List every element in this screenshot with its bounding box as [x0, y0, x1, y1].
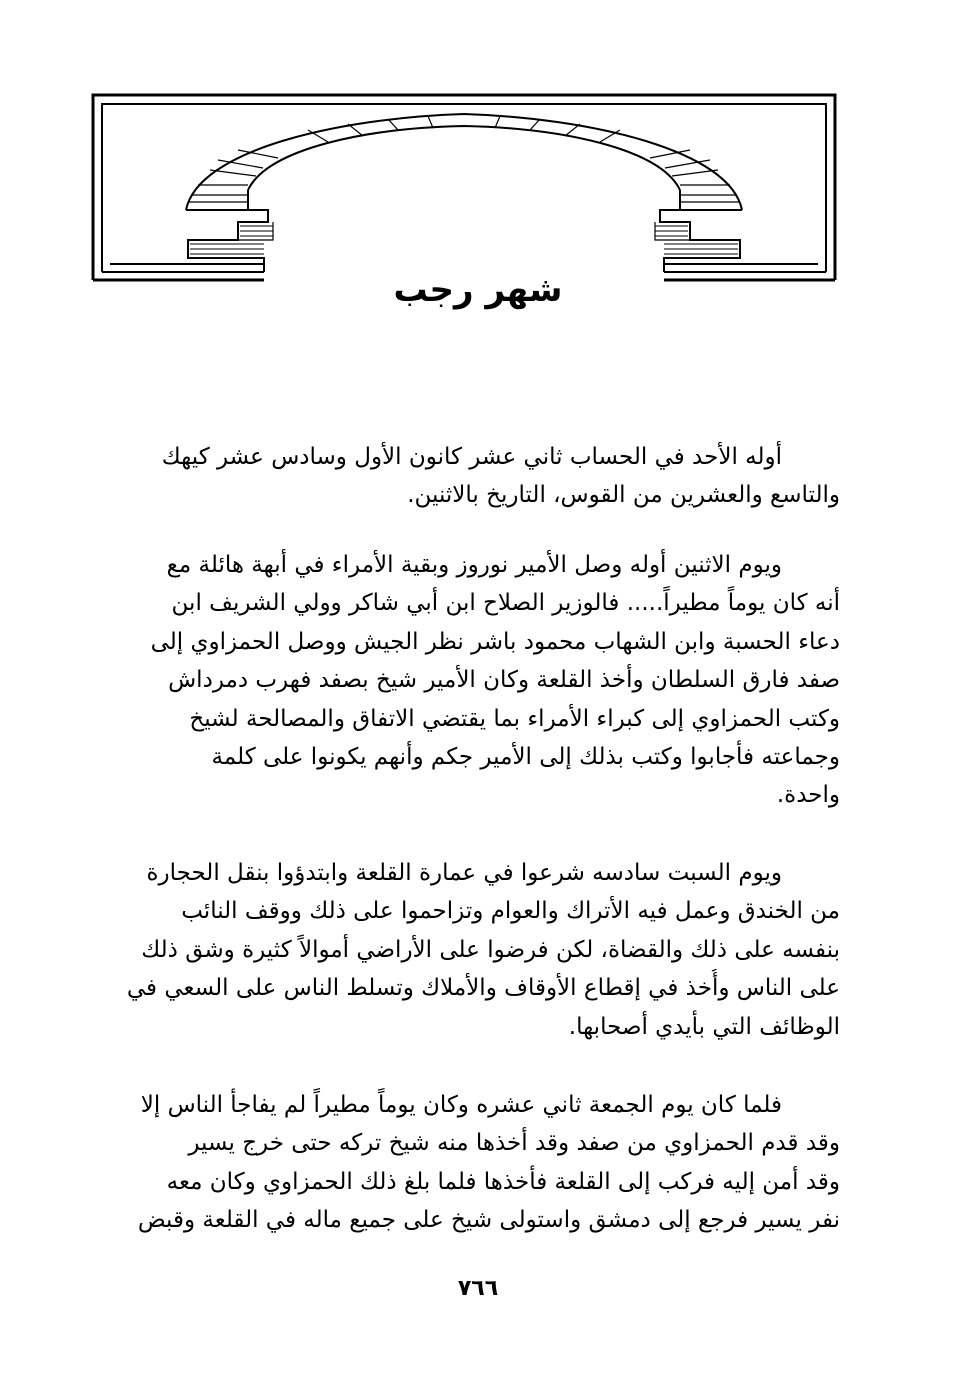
- text-line: والتاسع والعشرين من القوس، التاريخ بالاثنين.: [407, 482, 840, 509]
- text-line: نفر يسير فرجع إلى دمشق واستولى شيخ على جميع ماله في القلعة وقبض: [137, 1207, 840, 1234]
- text-line: أوله الأحد في الحساب ثاني عشر كانون الأول وسادس عشر كيهك: [161, 444, 782, 470]
- paragraph-4: [88, 1086, 840, 1240]
- text-line: وكتب الحمزاوي إلى كبراء الأمراء بما يقتضي الاتفاق والمصالحة لشيخ: [189, 705, 840, 732]
- text-line: ويوم السبت سادسه شرعوا في عمارة القلعة وابتدؤوا بنقل الحجارة: [146, 860, 782, 886]
- text-line: بنفسه على ذلك والقضاة، لكن فرضوا على الأراضي أموالاً كثيرة وشق ذلك: [141, 936, 840, 963]
- text-line: من الخندق وعمل فيه الأتراك والعوام وتزاحموا على ذلك ووقف النائب: [181, 898, 840, 925]
- text-line: ويوم الاثنين أوله وصل الأمير نوروز وبقية الأمراء في أبهة هائلة مع: [166, 552, 782, 578]
- paragraph-2: [88, 546, 840, 815]
- paragraph-3: [88, 854, 840, 1046]
- text-line: فلما كان يوم الجمعة ثاني عشره وكان يوماً مطيراً لم يفاجأ الناس إلا: [140, 1092, 782, 1118]
- arch-ornament-header: [88, 90, 840, 286]
- text-line: وقد أمن إليه فركب إلى القلعة فأخذها فلما بلغ ذلك الحمزاوي وكان معه: [166, 1168, 840, 1195]
- page-number: ٧٦٦: [457, 1276, 499, 1301]
- text-line: وقد قدم الحمزاوي من صفد وقد أخذها منه شيخ تركه حتى خرج يسير: [188, 1130, 840, 1157]
- text-line: دعاء الحسبة وابن الشهاب محمود باشر نظر الجيش ووصل الحمزاوي إلى: [150, 628, 840, 655]
- text-line: وجماعته فأجابوا وكتب بذلك إلى الأمير جكم وأنهم يكونوا على كلمة: [211, 744, 840, 771]
- text-line: صفد فارق السلطان وأخذ القلعة وكان الأمير شيخ بصفد فهرب دمرداش: [168, 667, 840, 694]
- text-line: أنه كان يوماً مطيراً..... فالوزير الصلاح ابن أبي شاكر وولي الشريف ابن: [171, 590, 840, 617]
- chapter-heading: شهر رجب: [393, 270, 563, 310]
- paragraph-1: [88, 438, 840, 515]
- text-line: الوظائف التي بأيدي أصحابها.: [568, 1013, 840, 1040]
- text-line: على الناس وأُخذ في إقطاع الأوقاف والأملاك وتسلط الناس على السعي في: [126, 975, 840, 1002]
- text-line: واحدة.: [776, 782, 840, 809]
